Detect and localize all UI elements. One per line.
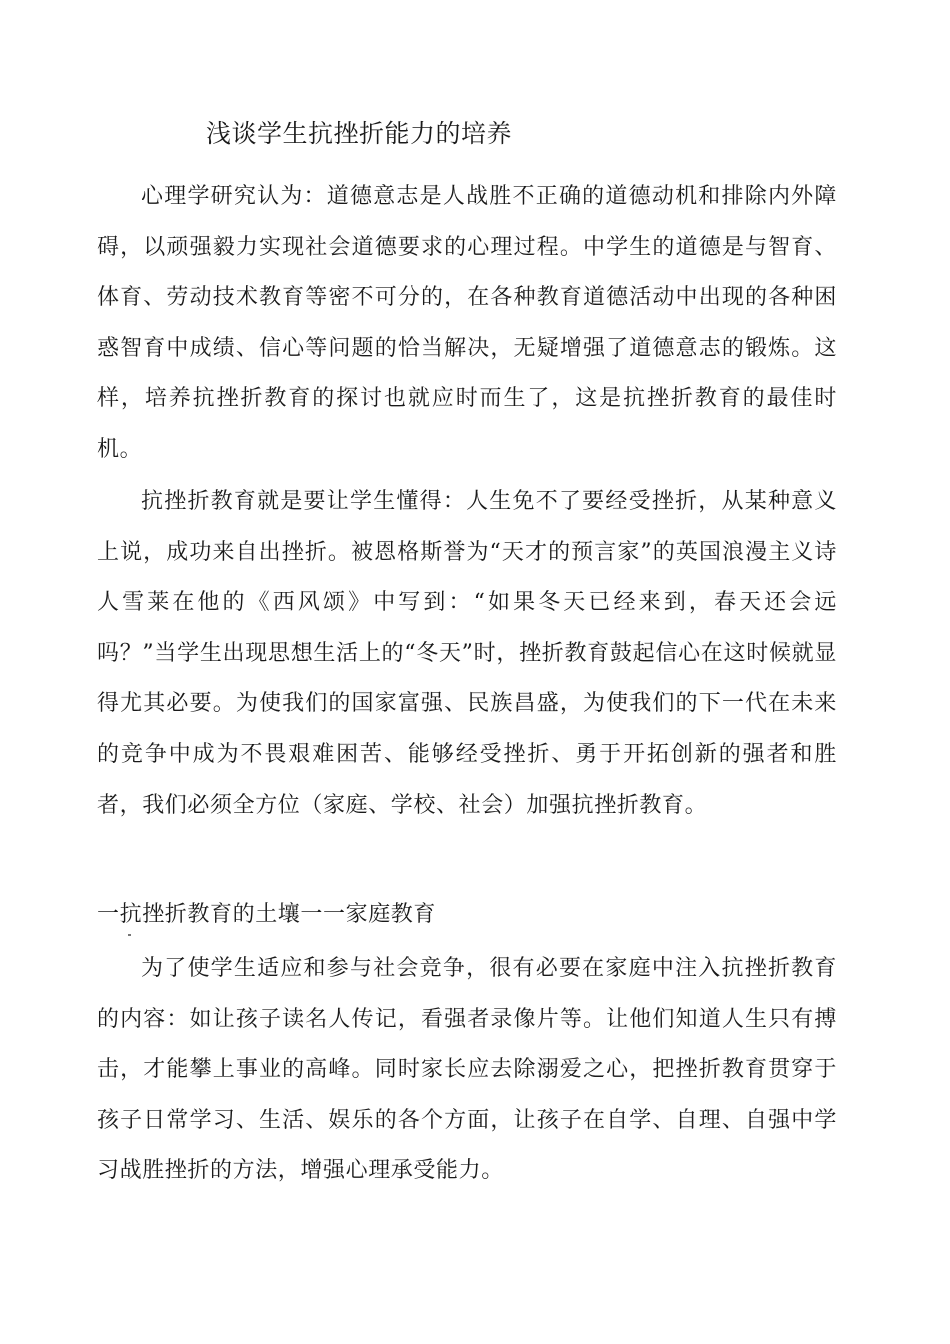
stray-mark xyxy=(128,934,131,936)
paragraph-frustration-education: 抗挫折教育就是要让学生懂得：人生免不了要经受挫折，从某种意义上说，成功来自出挫折。被恩格斯誉为“天才的预言家”的英国浪漫主义诗人雪莱在他的《西风颂》中写到：“如果冬天已经来到，春天还会远吗？”当学生出现思想生活上的“冬天”时，挫折教育鼓起信心在这时候就显得尤其必要。为使我们的国家富强、民族昌盛，为使我们的下一代在未来的竞争中成为不畏艰难困苦、能够经受挫折、勇于开拓创新的强者和胜者，我们必须全方位（家庭、学校、社会）加强抗挫折教育。 xyxy=(97,489,837,818)
document-title: 浅谈学生抗挫折能力的培养 xyxy=(206,119,513,148)
section-heading-family-education: 一抗挫折教育的土壤一一家庭教育 xyxy=(97,902,437,927)
paragraph-intro: 心理学研究认为：道德意志是人战胜不正确的道德动机和排除内外障碍，以顽强毅力实现社会道德要求的心理过程。中学生的道德是与智育、体育、劳动技术教育等密不可分的，在各种教育道德活动中出现的各种困惑智育中成绩、信心等问题的恰当解决，无疑增强了道德意志的锻炼。这样，培养抗挫折教育的探讨也就应时而生了，这是抗挫折教育的最佳时机。 xyxy=(97,184,837,462)
paragraph-family-education: 为了使学生适应和参与社会竞争，很有必要在家庭中注入抗挫折教育的内容：如让孩子读名人传记，看强者录像片等。让他们知道人生只有搏击，才能攀上事业的高峰。同时家长应去除溺爱之心，把挫折教育贯穿于孩子日常学习、生活、娱乐的各个方面，让孩子在自学、自理、自强中学习战胜挫折的方法，增强心理承受能力。 xyxy=(97,956,837,1184)
